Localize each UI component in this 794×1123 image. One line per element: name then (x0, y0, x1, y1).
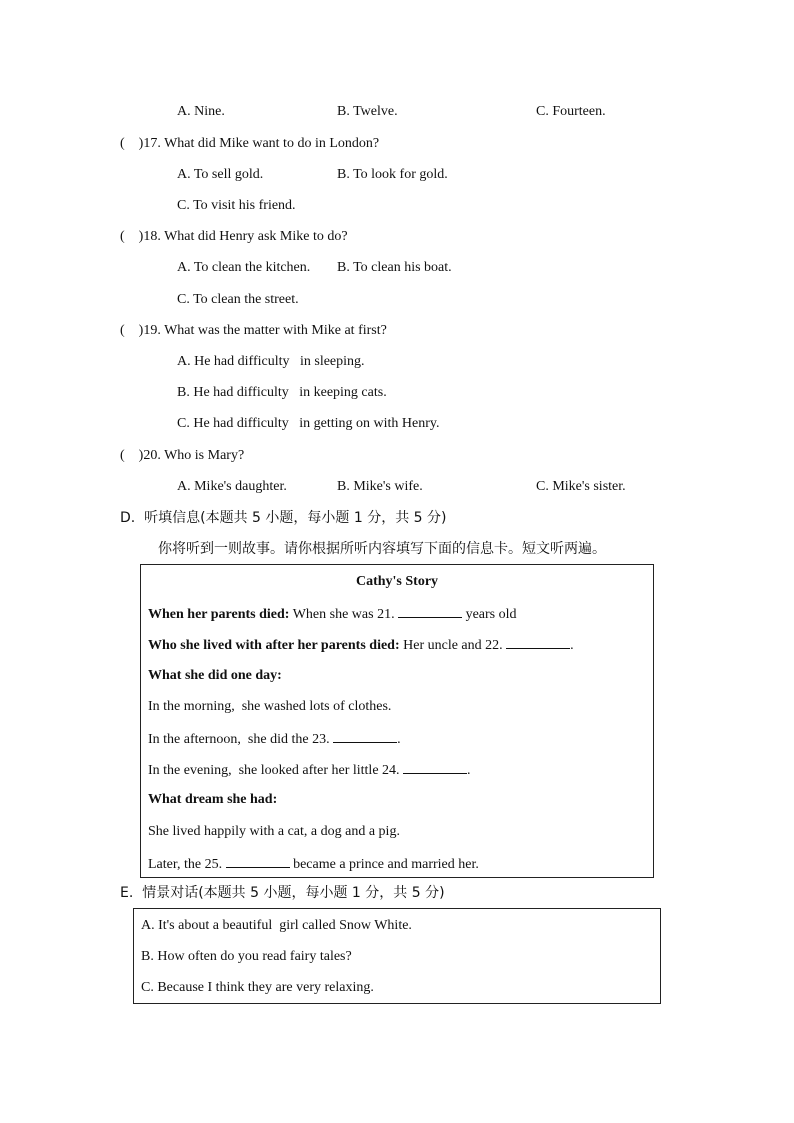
q17-option-a: A. To sell gold. (177, 167, 264, 182)
dialogue-options-box (133, 908, 661, 1004)
blank-22[interactable] (506, 635, 570, 649)
row-text: In the evening, she looked after her little 24. (148, 763, 404, 778)
row-text: Later, the 25. (148, 857, 226, 872)
q20-question (120, 447, 244, 465)
answer-paren: ( ) (120, 136, 144, 151)
row-text: When she was 21. (289, 607, 399, 622)
question-text: 19. What was the matter with Mike at first? (143, 323, 387, 338)
question-text: 20. Who is Mary? (143, 448, 245, 463)
dialogue-option-a: A. It's about a beautiful girl called Snow White. (141, 918, 412, 933)
answer-paren: ( ) (120, 448, 144, 463)
q20-option-c: C. Mike's sister. (536, 479, 626, 494)
card-row-dream-label: What dream she had: (148, 792, 278, 807)
section-d-instruction: 你将听到一则故事。请你根据所听内容填写下面的信息卡。短文听两遍。 (158, 541, 606, 557)
row-text: became a prince and married her. (289, 857, 479, 872)
blank-21[interactable] (398, 604, 462, 618)
dialogue-option-c: C. Because I think they are very relaxing. (141, 980, 374, 995)
q16-option-a: A. Nine. (177, 104, 225, 119)
info-card (140, 564, 654, 878)
q16-option-c: C. Fourteen. (536, 104, 606, 119)
row-label: When her parents died: (148, 607, 290, 622)
card-row-parents-died (148, 604, 517, 624)
card-row-later (148, 854, 479, 874)
q17-option-c: C. To visit his friend. (177, 198, 296, 213)
row-text: . (467, 763, 471, 778)
card-row-one-day-label: What she did one day: (148, 668, 282, 683)
card-row-evening (148, 760, 471, 780)
dialogue-option-b: B. How often do you read fairy tales? (141, 949, 352, 964)
q18-option-b: B. To clean his boat. (337, 260, 452, 275)
q19-option-a: A. He had difficulty in sleeping. (177, 354, 365, 369)
row-label: Who she lived with after her parents died: (148, 638, 400, 653)
row-text: . (570, 638, 574, 653)
card-row-lived-happily: She lived happily with a cat, a dog and a pig. (148, 824, 400, 839)
q17-question (120, 135, 379, 153)
q20-option-a: A. Mike's daughter. (177, 479, 287, 494)
row-text: Her uncle and 22. (399, 638, 507, 653)
blank-24[interactable] (403, 760, 467, 774)
q18-option-c: C. To clean the street. (177, 292, 299, 307)
blank-23[interactable] (333, 729, 397, 743)
card-title: Cathy's Story (355, 574, 439, 589)
q20-option-b: B. Mike's wife. (337, 479, 423, 494)
card-row-lived-with (148, 635, 574, 655)
row-text: In the afternoon, she did the 23. (148, 732, 334, 747)
answer-paren: ( ) (120, 323, 144, 338)
question-text: 18. What did Henry ask Mike to do? (143, 229, 348, 244)
q19-option-b: B. He had difficulty in keeping cats. (177, 385, 387, 400)
q17-option-b: B. To look for gold. (337, 167, 448, 182)
card-row-morning: In the morning, she washed lots of clothes. (148, 699, 392, 714)
row-text: years old (462, 607, 517, 622)
q19-question (120, 322, 387, 340)
q18-question (120, 228, 348, 246)
q18-option-a: A. To clean the kitchen. (177, 260, 311, 275)
card-row-afternoon (148, 729, 401, 749)
section-e-title: E. 情景对话(本题共 5 小题，每小题 1 分，共 5 分) (120, 885, 445, 901)
question-text: 17. What did Mike want to do in London? (143, 136, 380, 151)
q19-option-c: C. He had difficulty in getting on with Henry. (177, 416, 440, 431)
row-text: . (397, 732, 401, 747)
section-d-title: D. 听填信息(本题共 5 小题，每小题 1 分，共 5 分) (120, 510, 447, 526)
answer-paren: ( ) (120, 229, 144, 244)
blank-25[interactable] (226, 854, 290, 868)
q16-option-b: B. Twelve. (337, 104, 398, 119)
